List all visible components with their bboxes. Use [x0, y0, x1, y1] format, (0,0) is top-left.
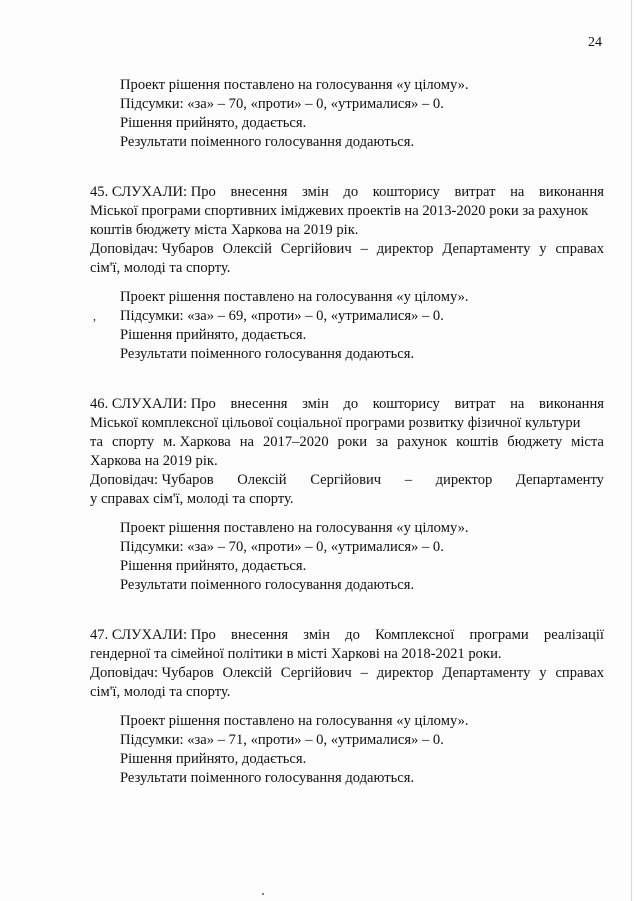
scan-mark: ,: [93, 309, 96, 323]
word: виконання: [539, 396, 604, 412]
word: до: [343, 184, 359, 200]
word: справах: [555, 665, 604, 681]
word: Сергійович: [280, 241, 352, 257]
word: Олексій: [237, 472, 287, 488]
word: директор: [376, 241, 434, 257]
item-45-title-line-2: Міської програми спортивних іміджевих проектів на 2013-2020 роки за рахунок: [90, 203, 589, 219]
word: виконання: [539, 184, 604, 200]
vote-text: Проект рішення поставлено на голосування «у цілому».: [120, 77, 469, 93]
word: –: [404, 472, 413, 488]
word: змін: [303, 627, 330, 643]
roll-call-text: Результати поіменного голосування додаються.: [120, 577, 415, 593]
vote-text: Проект рішення поставлено на голосування «у цілому».: [120, 289, 469, 305]
word: 2017–2020: [262, 434, 329, 450]
item-47-speaker-line: [90, 664, 604, 682]
word: –: [360, 241, 368, 257]
item-46-heading-line: [90, 395, 604, 413]
word: Департаменту: [515, 472, 604, 488]
vote-text: Проект рішення поставлено на голосування «у цілому».: [120, 713, 469, 729]
decision-text: Рішення прийнято, додається.: [120, 751, 307, 767]
word: та: [90, 434, 104, 450]
word: витрат: [454, 396, 496, 412]
vote-text: Проект рішення поставлено на голосування «у цілому».: [120, 520, 469, 536]
item-47-title-line-2: гендерної та сімейної політики в місті Харкові на 2018-2021 роки.: [90, 646, 502, 662]
item-46-title-line-3: [90, 433, 604, 451]
word: директор: [376, 665, 434, 681]
roll-call-text: Результати поіменного голосування додаються.: [120, 770, 415, 786]
word: Доповідач: Чубаров: [90, 665, 214, 681]
roll-call-text: Результати поіменного голосування додаються.: [120, 346, 415, 362]
word: рахунок: [397, 434, 448, 450]
word: Доповідач: Чубаров: [90, 472, 214, 488]
scan-edge: [631, 0, 632, 901]
word: справах: [555, 241, 604, 257]
word: кошторису: [372, 396, 440, 412]
word: –: [360, 665, 368, 681]
word: 46. СЛУХАЛИ: Про: [90, 396, 216, 412]
page-number: 24: [588, 35, 602, 50]
item-47-heading-line: [90, 626, 604, 644]
word: коштів: [456, 434, 499, 450]
word: Комплексної: [375, 627, 455, 643]
word: у: [539, 241, 547, 257]
word: 45. СЛУХАЛИ: Про: [90, 184, 216, 200]
word: міста: [571, 434, 604, 450]
vote-results: Підсумки: «за» – 70, «проти» – 0, «утрималися» – 0.: [120, 96, 444, 112]
decision-text: Рішення прийнято, додається.: [120, 558, 307, 574]
word: спорту: [111, 434, 155, 450]
item-46-title-line-2: Міської комплексної цільової соціальної програми розвитку фізичної культури: [90, 415, 581, 431]
item-45-speaker-line-2: сім'ї, молоді та спорту.: [90, 260, 231, 276]
item-46-speaker-line-2: у справах сім'ї, молоді та спорту.: [90, 491, 294, 507]
item-46-title-line-4: Харкова на 2019 рік.: [90, 453, 218, 469]
item-45-title-line-3: коштів бюджету міста Харкова на 2019 рік.: [90, 222, 359, 238]
word: до: [345, 627, 360, 643]
roll-call-text: Результати поіменного голосування додаються.: [120, 134, 415, 150]
word: у: [539, 665, 547, 681]
item-47-speaker-line-2: сім'ї, молоді та спорту.: [90, 684, 231, 700]
vote-results: Підсумки: «за» – 70, «проти» – 0, «утрималися» – 0.: [120, 539, 444, 555]
word: 47. СЛУХАЛИ: Про: [90, 627, 216, 643]
item-45-heading-line: [90, 183, 604, 201]
word: на: [510, 184, 525, 200]
vote-results: Підсумки: «за» – 69, «проти» – 0, «утрималися» – 0.: [120, 308, 444, 324]
vote-results: Підсумки: «за» – 71, «проти» – 0, «утрималися» – 0.: [120, 732, 444, 748]
word: внесення: [230, 184, 288, 200]
decision-text: Рішення прийнято, додається.: [120, 327, 307, 343]
word: змін: [302, 184, 329, 200]
word: до: [343, 396, 359, 412]
word: бюджету: [507, 434, 563, 450]
word: Департаменту: [442, 241, 531, 257]
word: за: [375, 434, 389, 450]
word: програми: [469, 627, 529, 643]
word: кошторису: [372, 184, 440, 200]
word: змін: [302, 396, 329, 412]
word: на: [510, 396, 525, 412]
decision-text: Рішення прийнято, додається.: [120, 115, 307, 131]
word: м. Харкова: [163, 434, 231, 450]
word: Департаменту: [442, 665, 531, 681]
word: роки: [337, 434, 368, 450]
word: внесення: [231, 627, 289, 643]
scan-speck: [262, 893, 264, 895]
word: Сергійович: [280, 665, 352, 681]
word: на: [239, 434, 254, 450]
word: директор: [435, 472, 493, 488]
item-46-speaker-line: [90, 471, 604, 489]
word: реалізації: [543, 627, 604, 643]
item-45-speaker-line: [90, 240, 604, 258]
word: витрат: [454, 184, 496, 200]
word: внесення: [230, 396, 288, 412]
word: Сергійович: [310, 472, 382, 488]
word: Доповідач: Чубаров: [90, 241, 214, 257]
word: Олексій: [222, 665, 272, 681]
word: Олексій: [222, 241, 272, 257]
